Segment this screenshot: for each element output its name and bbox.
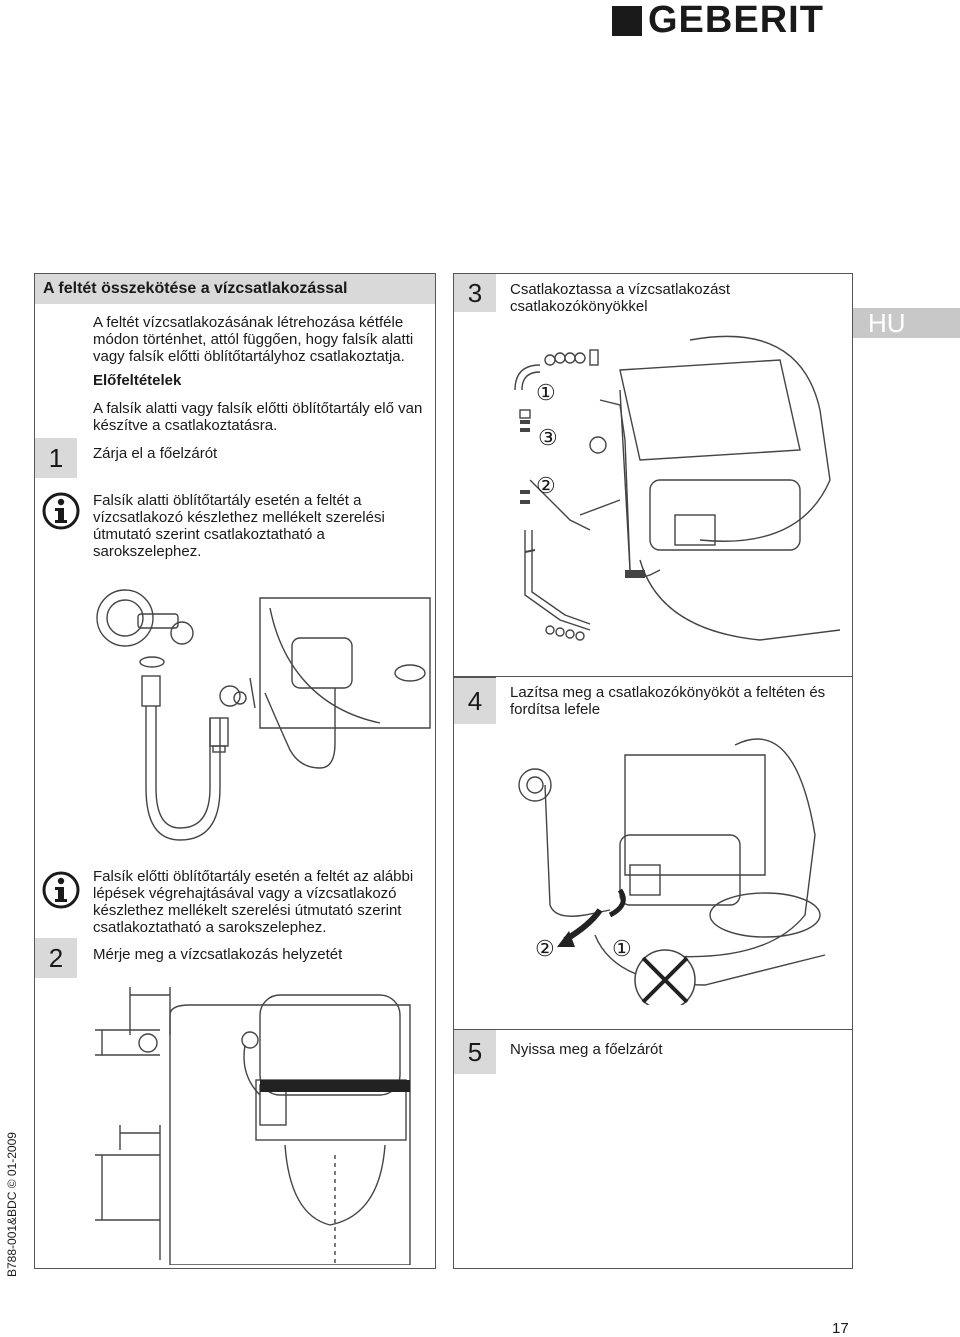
callout-1-step4: ① <box>612 936 632 961</box>
step-1-number: 1 <box>35 438 77 478</box>
intro-text: A feltét vízcsatlakozásának létrehozása kétféle módon történhet, attól függően, hogy falsík alatti vagy falsík előtti öblítőtartályhoz csatlakoztatja. <box>93 314 414 365</box>
step-2-text: Mérje meg a vízcsatlakozás helyzetét <box>93 946 343 963</box>
info-icon <box>41 491 81 531</box>
step-4-text: Lazítsa meg a csatlakozókönyököt a feltéten és fordítsa lefele <box>510 684 826 718</box>
callout-3: ③ <box>538 425 558 450</box>
page-number: 17 <box>832 1320 849 1337</box>
step-5-text: Nyissa meg a főelzárót <box>510 1041 663 1058</box>
prereq-heading: Előfeltételek <box>93 372 182 389</box>
step-4-number: 4 <box>454 677 496 724</box>
measurement-illustration <box>90 985 420 1265</box>
step-3-text: Csatlakoztassa a vízcsatlakozást csatlakozókönyökkel <box>510 281 731 315</box>
step-5-number: 5 <box>454 1030 496 1074</box>
step-2-number: 2 <box>35 938 77 978</box>
step-1-text: Zárja el a főelzárót <box>93 445 218 462</box>
callout-1: ① <box>536 380 556 405</box>
geberit-logo <box>612 0 852 41</box>
step-3-number: 3 <box>454 274 496 312</box>
info-2-text: Falsík előtti öblítőtartály esetén a feltét az alábbi lépések végrehajtásával vagy a vízcsatlakozó készlethez mellékelt szerelési útmutató szerint csatlakoztatható a sarokszelephez. <box>93 868 414 936</box>
concealed-cistern-illustration <box>80 578 432 850</box>
section-title: A feltét összekötése a vízcsatlakozással <box>35 274 435 304</box>
info-1-text: Falsík alatti öblítőtartály esetén a feltét a vízcsatlakozó készlethez mellékelt szerelési útmutató szerint csatlakoztatható a sarokszelephez. <box>93 492 385 560</box>
document-code: B788-001&BDC © 01-2009 <box>5 1132 19 1277</box>
language-tab-label: HU <box>868 308 906 338</box>
prereq-text: A falsík alatti vagy falsík előtti öblítőtartály elő van készítve a csatlakoztatásra. <box>93 400 423 434</box>
rotate-connector-illustration <box>505 735 845 1005</box>
callout-2-step4: ② <box>535 936 555 961</box>
info-icon <box>41 870 81 910</box>
logo-text: GEBERIT <box>648 0 824 41</box>
callout-2: ② <box>536 473 556 498</box>
language-tab <box>852 308 960 338</box>
logo-square-icon <box>612 6 642 36</box>
